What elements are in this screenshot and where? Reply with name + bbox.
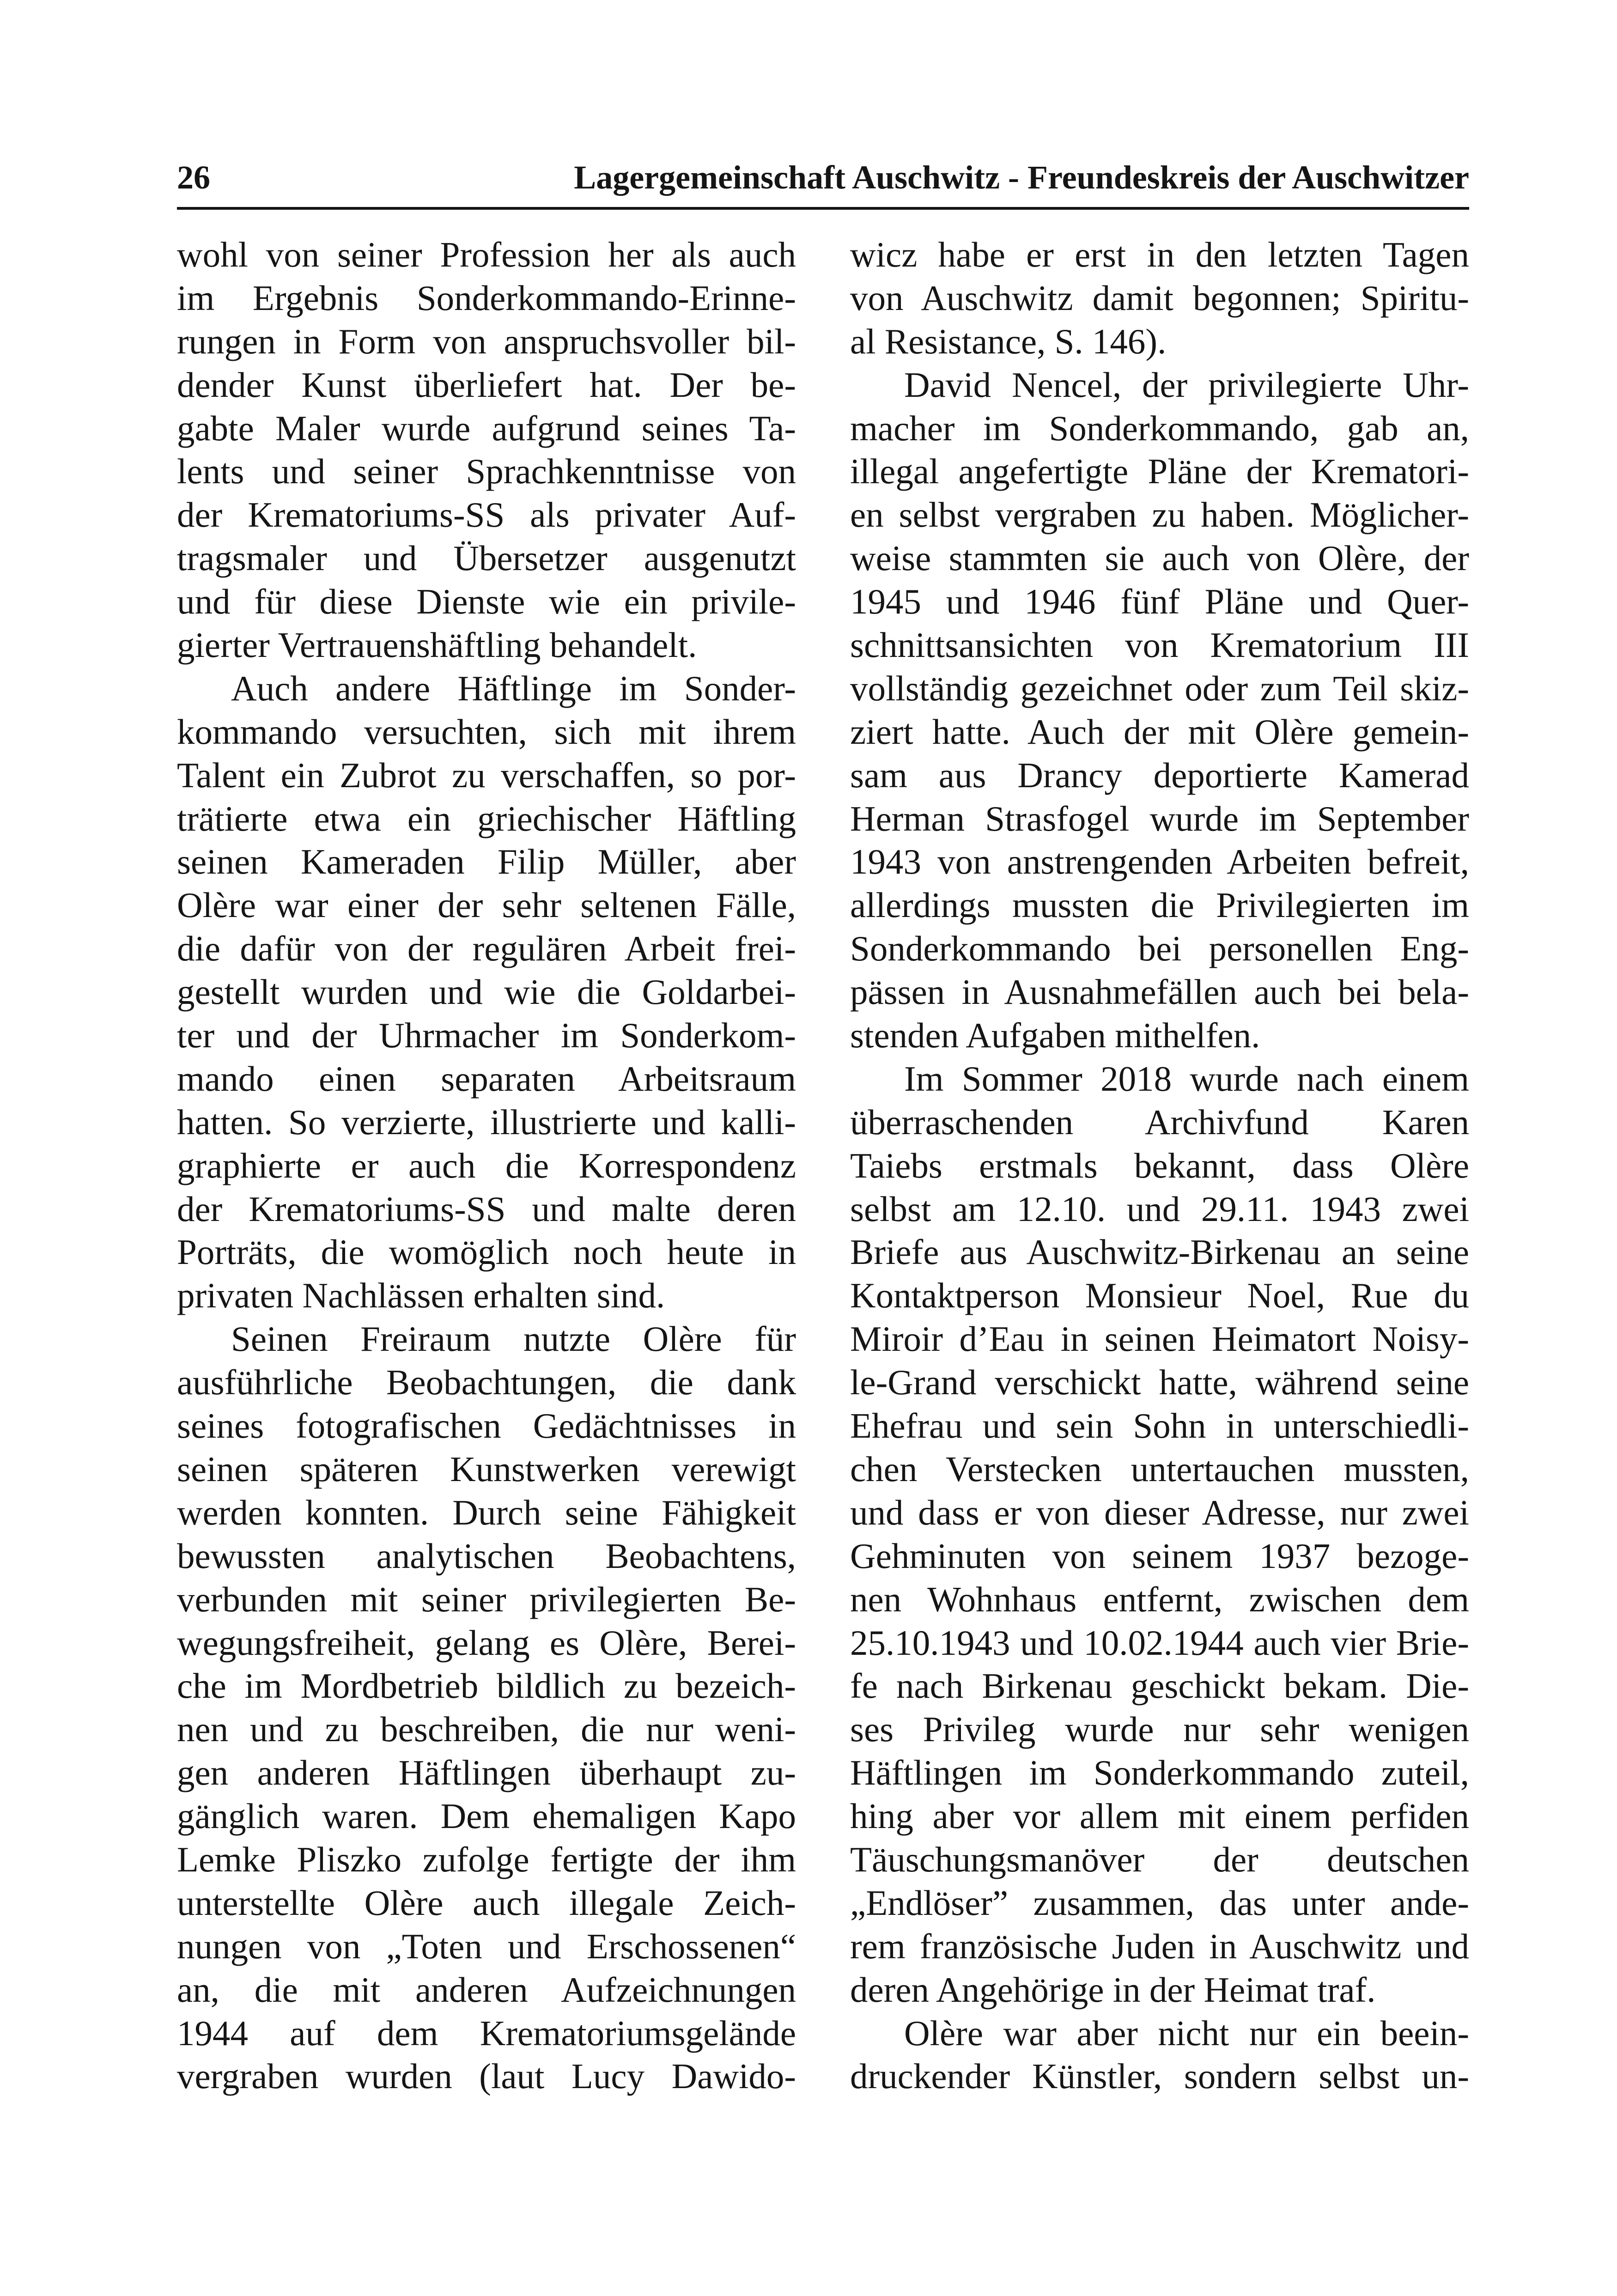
text-line: fe nach Birkenau geschickt bekam. Die- xyxy=(850,1666,1469,1706)
text-line: unterstellte Olère auch illegale Zeich- xyxy=(177,1883,796,1923)
text-line: werden konnten. Durch seine Fähigkeit xyxy=(177,1492,796,1532)
text-line: Herman Strasfogel wurde im September xyxy=(850,798,1469,838)
text-line: chen Verstecken untertauchen mussten, xyxy=(850,1449,1469,1489)
text-line: gen anderen Häftlingen überhaupt zu- xyxy=(177,1753,796,1793)
text-line: 1943 von anstrengenden Arbeiten befreit, xyxy=(850,842,1469,882)
text-line: ziert hatte. Auch der mit Olère gemein- xyxy=(850,711,1469,752)
text-line: selbst am 12.10. und 29.11. 1943 zwei xyxy=(850,1189,1469,1229)
left-column xyxy=(177,233,796,2098)
text-line: allerdings mussten die Privilegierten im xyxy=(850,885,1469,925)
text-line: von Auschwitz damit begonnen; Spiritu- xyxy=(850,278,1469,318)
text-line: 25.10.1943 und 10.02.1944 auch vier Brie- xyxy=(850,1622,1469,1663)
text-line: Gehminuten von seinem 1937 bezoge- xyxy=(850,1536,1469,1576)
text-line: mando einen separaten Arbeitsraum xyxy=(177,1058,796,1099)
text-line: Im Sommer 2018 wurde nach einem xyxy=(904,1058,1469,1099)
text-line: Porträts, die womöglich noch heute in xyxy=(177,1232,796,1272)
text-line: an, die mit anderen Aufzeichnungen xyxy=(177,1969,796,2010)
text-line: lents und seiner Sprachkenntnisse von xyxy=(177,451,796,492)
text-line: Auch andere Häftlinge im Sonder- xyxy=(231,668,796,708)
right-column xyxy=(850,233,1469,2098)
text-line: le-Grand verschickt hatte, während seine xyxy=(850,1362,1469,1403)
page-number: 26 xyxy=(177,159,210,196)
text-line: 1945 und 1946 fünf Pläne und Quer- xyxy=(850,582,1469,622)
text-line: gestellt wurden und wie die Goldarbei- xyxy=(177,972,796,1012)
text-line: David Nencel, der privilegierte Uhr- xyxy=(904,364,1469,405)
text-line: tragsmaler und Übersetzer ausgenutzt xyxy=(177,538,796,578)
text-line: che im Mordbetrieb bildlich zu bezeich- xyxy=(177,1666,796,1706)
text-line: en selbst vergraben zu haben. Möglicher- xyxy=(850,495,1469,535)
text-line: rungen in Form von anspruchsvoller bil- xyxy=(177,321,796,361)
text-line: druckender Künstler, sondern selbst un- xyxy=(850,2056,1469,2096)
text-line: wegungsfreiheit, gelang es Olère, Berei- xyxy=(177,1622,796,1663)
text-line: stenden Aufgaben mithelfen. xyxy=(850,1015,1260,1056)
text-line: rem französische Juden in Auschwitz und xyxy=(850,1926,1469,1966)
text-line: nen Wohnhaus entfernt, zwischen dem xyxy=(850,1579,1469,1619)
text-line: schnittsansichten von Krematorium III xyxy=(850,625,1469,665)
text-line: trätierte etwa ein griechischer Häftling xyxy=(177,798,796,838)
text-line: Olère war aber nicht nur ein beein- xyxy=(904,2013,1469,2053)
text-line: der Krematoriums-SS als privater Auf- xyxy=(177,495,796,535)
text-line: seinen späteren Kunstwerken verewigt xyxy=(177,1449,796,1489)
text-line: gänglich waren. Dem ehemaligen Kapo xyxy=(177,1796,796,1836)
text-line: pässen in Ausnahmefällen auch bei bela- xyxy=(850,972,1469,1012)
text-line: die dafür von der regulären Arbeit frei- xyxy=(177,929,796,969)
text-line: 1944 auf dem Krematoriumsgelände xyxy=(177,2013,796,2053)
text-line: graphierte er auch die Korrespondenz xyxy=(177,1145,796,1185)
text-line: gierter Vertrauenshäftling behandelt. xyxy=(177,625,697,665)
text-line: gabte Maler wurde aufgrund seines Ta- xyxy=(177,408,796,448)
text-line: Lemke Pliszko zufolge fertigte der ihm xyxy=(177,1839,796,1879)
text-line: deren Angehörige in der Heimat traf. xyxy=(850,1969,1376,2010)
text-line: und für diese Dienste wie ein privile- xyxy=(177,582,796,622)
text-line: ter und der Uhrmacher im Sonderkom- xyxy=(177,1015,796,1056)
text-line: Taiebs erstmals bekannt, dass Olère xyxy=(850,1145,1469,1185)
text-line: Täuschungsmanöver der deutschen xyxy=(850,1839,1469,1879)
text-line: Olère war einer der sehr seltenen Fälle, xyxy=(177,885,796,925)
text-line: ses Privileg wurde nur sehr wenigen xyxy=(850,1709,1469,1749)
text-line: der Krematoriums-SS und malte deren xyxy=(177,1189,796,1229)
text-line: al Resistance, S. 146). xyxy=(850,321,1167,361)
text-line: kommando versuchten, sich mit ihrem xyxy=(177,711,796,752)
text-line: bewussten analytischen Beobachtens, xyxy=(177,1536,796,1576)
text-line: sam aus Drancy deportierte Kamerad xyxy=(850,755,1469,795)
text-line: im Ergebnis Sonderkommando-Erinne- xyxy=(177,278,796,318)
text-line: „Endlöser” zusammen, das unter ande- xyxy=(850,1883,1469,1923)
running-head: Lagergemeinschaft Auschwitz - Freundeskreis der Auschwitzer xyxy=(574,159,1469,196)
text-line: seines fotografischen Gedächtnisses in xyxy=(177,1406,796,1446)
text-line: Kontaktperson Monsieur Noel, Rue du xyxy=(850,1276,1469,1316)
text-line: Miroir d’Eau in seinen Heimatort Noisy- xyxy=(850,1319,1469,1359)
text-line: seinen Kameraden Filip Müller, aber xyxy=(177,842,796,882)
text-line: illegal angefertigte Pläne der Krematori- xyxy=(850,451,1469,492)
text-line: dender Kunst überliefert hat. Der be- xyxy=(177,364,796,405)
text-line: Talent ein Zubrot zu verschaffen, so por- xyxy=(177,755,796,795)
text-line: Häftlingen im Sonderkommando zuteil, xyxy=(850,1753,1469,1793)
text-line: nen und zu beschreiben, die nur weni- xyxy=(177,1709,796,1749)
text-line: macher im Sonderkommando, gab an, xyxy=(850,408,1469,448)
text-line: überraschenden Archivfund Karen xyxy=(850,1102,1469,1142)
text-line: hatten. So verzierte, illustrierte und kalli- xyxy=(177,1102,796,1142)
text-line: nungen von „Toten und Erschossenen“ xyxy=(177,1926,796,1966)
text-line: wohl von seiner Profession her als auch xyxy=(177,235,796,274)
text-line: verbunden mit seiner privilegierten Be- xyxy=(177,1579,796,1619)
text-line: vollständig gezeichnet oder zum Teil skiz- xyxy=(850,668,1469,708)
text-line: Ehefrau und sein Sohn in unterschiedli- xyxy=(850,1406,1469,1446)
text-line: ausführliche Beobachtungen, die dank xyxy=(177,1362,796,1403)
text-line: weise stammten sie auch von Olère, der xyxy=(850,538,1469,578)
text-line: vergraben wurden (laut Lucy Dawido- xyxy=(177,2056,796,2096)
text-line: hing aber vor allem mit einem perfiden xyxy=(850,1796,1469,1836)
header-rule xyxy=(177,207,1469,210)
text-line: Seinen Freiraum nutzte Olère für xyxy=(231,1319,796,1359)
text-line: wicz habe er erst in den letzten Tagen xyxy=(850,235,1469,274)
text-line: Briefe aus Auschwitz-Birkenau an seine xyxy=(850,1232,1469,1272)
text-line: und dass er von dieser Adresse, nur zwei xyxy=(850,1492,1469,1532)
text-line: privaten Nachlässen erhalten sind. xyxy=(177,1276,665,1316)
text-line: Sonderkommando bei personellen Eng- xyxy=(850,929,1469,969)
